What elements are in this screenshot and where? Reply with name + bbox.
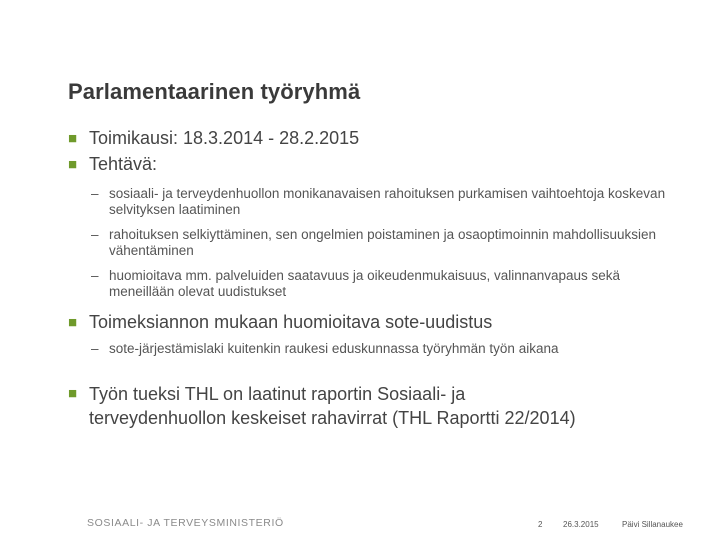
sub-bullet-item bbox=[91, 227, 669, 259]
page-number: 2 bbox=[538, 520, 543, 529]
bullet-text: Toimeksiannon mukaan huomioitava sote-uudistus bbox=[89, 312, 493, 332]
sub-bullet-text: sote-järjestämislaki kuitenkin raukesi eduskunnassa työryhmän työn aikana bbox=[109, 341, 559, 356]
square-bullet-icon: ■ bbox=[68, 130, 78, 147]
sub-bullet-text: huomioitava mm. palveluiden saatavuus ja oikeudenmukaisuus, valinnanvapaus sekä meneillään olevat uudistukset bbox=[109, 268, 621, 299]
sub-bullet-text: sosiaali- ja terveydenhuollon monikanavaisen rahoituksen purkamisen vaihtoehtoja koskevan selvityksen laatiminen bbox=[109, 186, 666, 217]
bullet-item bbox=[68, 128, 679, 149]
bullet-item bbox=[68, 382, 589, 430]
ministry-logo-text: SOSIAALI- JA TERVEYSMINISTERIÖ bbox=[87, 517, 284, 529]
sub-bullet-item bbox=[91, 186, 669, 218]
square-bullet-icon: ■ bbox=[68, 385, 78, 402]
sub-bullet-item bbox=[91, 268, 669, 300]
sub-bullet-item bbox=[91, 341, 669, 357]
sub-bullet-text: rahoituksen selkiyttäminen, sen ongelmien poistaminen ja osaoptimoinnin mahdollisuuksien vähentäminen bbox=[109, 227, 657, 258]
bullet-item bbox=[68, 312, 679, 333]
dash-bullet-icon: – bbox=[91, 268, 99, 283]
bullet-item bbox=[68, 154, 679, 175]
square-bullet-icon: ■ bbox=[68, 156, 78, 173]
bullet-text: Toimikausi: 18.3.2014 - 28.2.2015 bbox=[89, 128, 360, 148]
square-bullet-icon: ■ bbox=[68, 314, 78, 331]
footer-author: Päivi Sillanaukee bbox=[622, 520, 683, 529]
dash-bullet-icon: – bbox=[91, 341, 99, 356]
bullet-text: Työn tueksi THL on laatinut raportin Sosiaali- ja terveydenhuollon keskeiset rahavirrat (THL Raportti 22/2014) bbox=[89, 384, 576, 428]
dash-bullet-icon: – bbox=[91, 227, 99, 242]
dash-bullet-icon: – bbox=[91, 186, 99, 201]
slide-title: Parlamentaarinen työryhmä bbox=[68, 79, 361, 104]
bullet-text: Tehtävä: bbox=[89, 154, 158, 174]
footer-date: 26.3.2015 bbox=[563, 520, 599, 529]
